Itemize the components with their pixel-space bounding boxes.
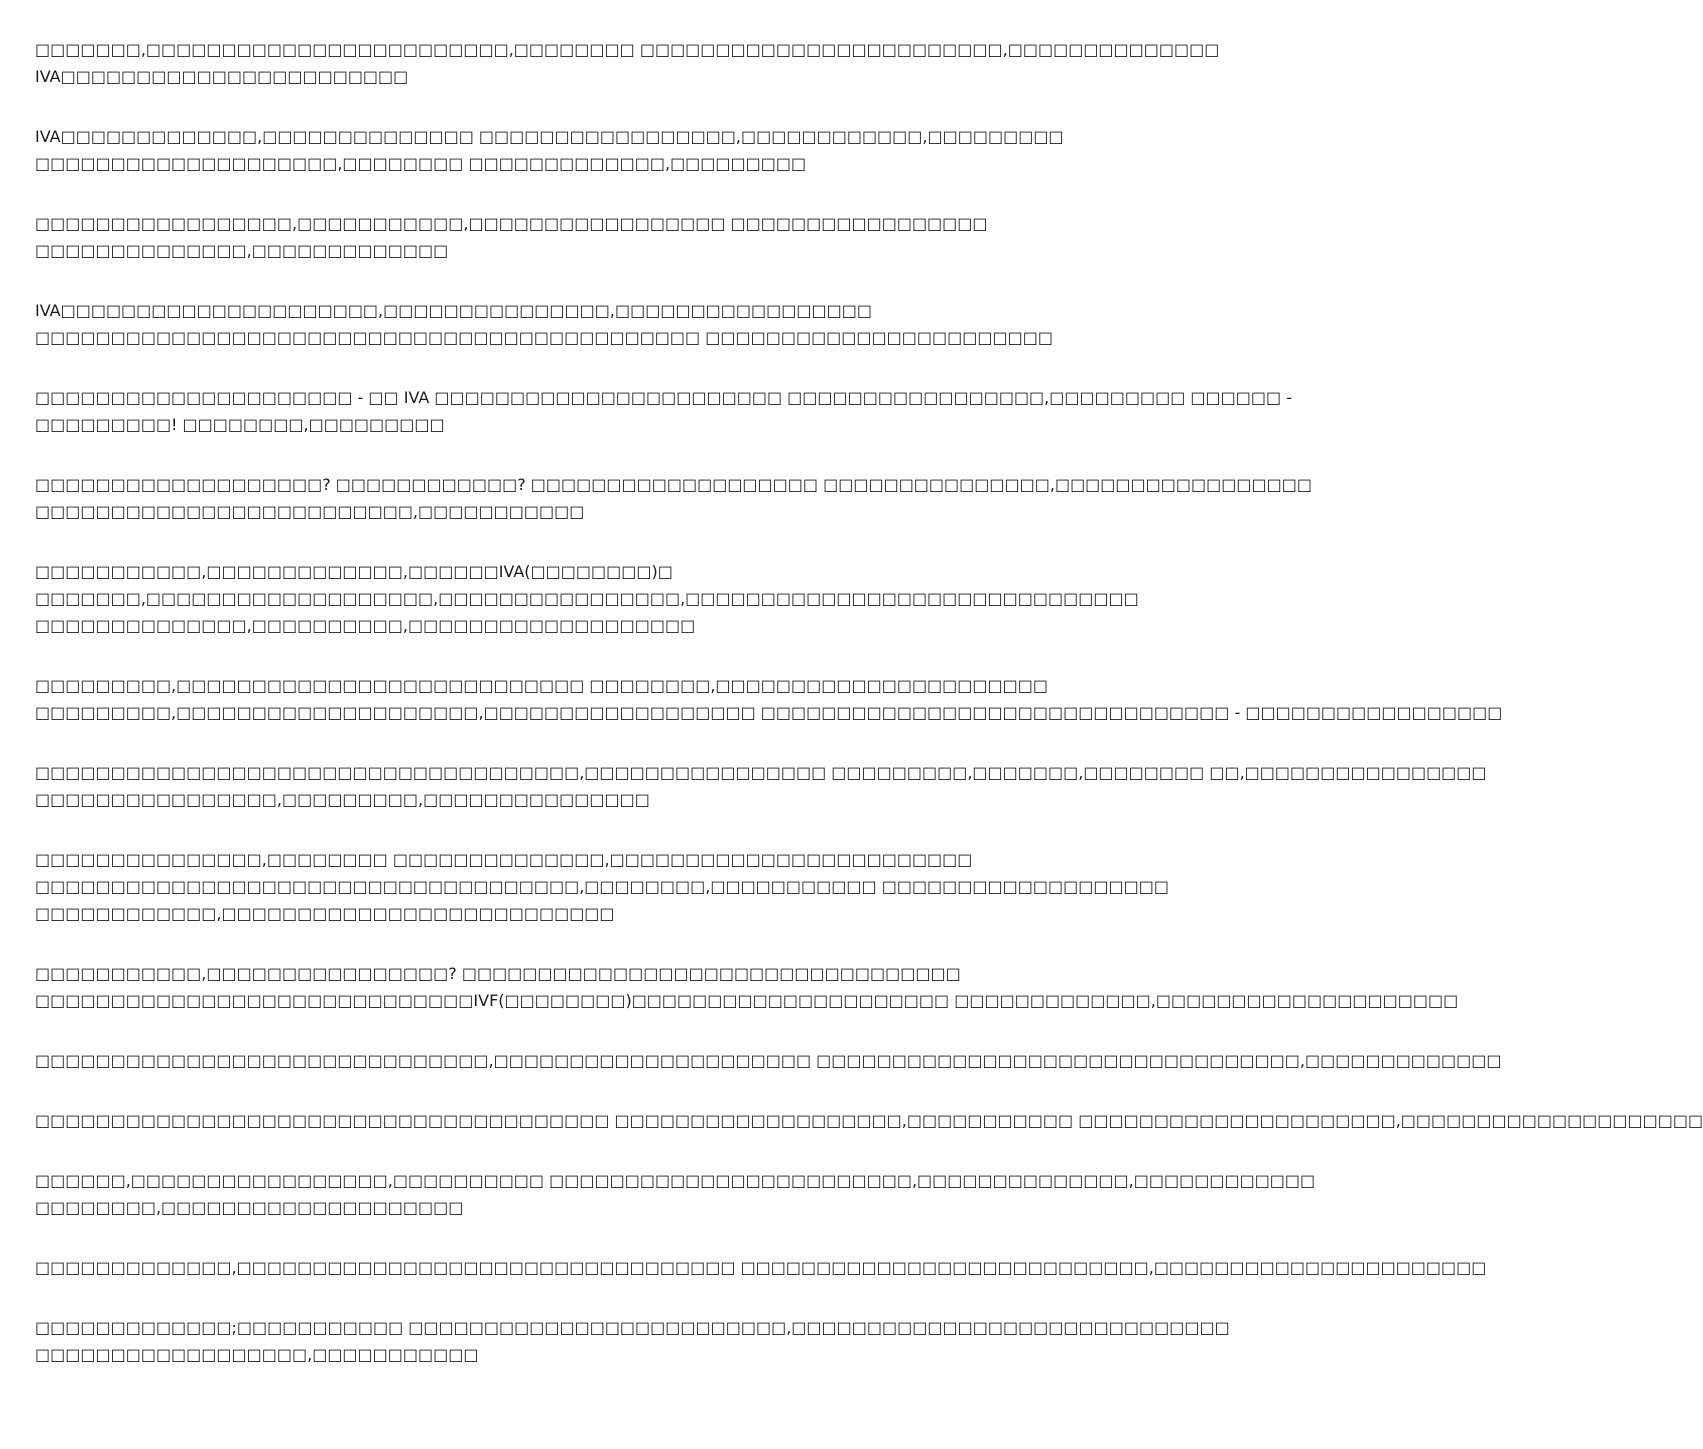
paragraph bbox=[35, 1254, 1487, 1281]
text-line: □□□□□□□□□□□□□□□□□□□□□□□□□□□□□□□□□□□□□□ □□□□□□□□□□□□□□□□□□□,□□□□□□□□□□□ □□□□□□□□□□□□□□□□□□□□□,□□□□□□□□□□□□□□□□□□□□ bbox=[35, 1111, 1703, 1130]
paragraph bbox=[35, 471, 1312, 525]
paragraph bbox=[35, 123, 1064, 177]
text-line: □□□□□□□□□□□□□□,□□□□□□□□□□□□□ bbox=[35, 241, 449, 260]
text-line: □□□□□□□□□□□□□□□□□□□□□□□□□□□□□□□□□□□□□□□□□□□□ □□□□□□□□□□□□□□□□□□□□□□□ bbox=[35, 328, 1053, 347]
paragraph bbox=[35, 558, 1139, 639]
text-line: □□□□□□□□□□□□□;□□□□□□□□□□□ □□□□□□□□□□□□□□□□□□□□□□□□□,□□□□□□□□□□□□□□□□□□□□□□□□□□□□□ bbox=[35, 1318, 1230, 1337]
paragraph bbox=[35, 1167, 1316, 1221]
text-line: □□□□□□□□□□□,□□□□□□□□□□□□□□□□? □□□□□□□□□□□□□□□□□□□□□□□□□□□□□□□□□ bbox=[35, 964, 961, 983]
paragraph bbox=[35, 36, 1220, 90]
text-line: □□□□□□□□□□□□□□□□□□□□□□□□□□□□□□,□□□□□□□□□□□□□□□□□□□□□ □□□□□□□□□□□□□□□□□□□□□□□□□□□□□□□□,□□□□□□□□□□□□□ bbox=[35, 1051, 1502, 1070]
paragraph bbox=[35, 297, 1053, 351]
text-line: □□□□□□,□□□□□□□□□□□□□□□□□,□□□□□□□□□□ □□□□□□□□□□□□□□□□□□□□□□□□,□□□□□□□□□□□□□□,□□□□□□□□□□□□ bbox=[35, 1171, 1316, 1190]
text-line: □□□□□□□□□□□□□□□□□□□□□□□□□,□□□□□□□□□□□ bbox=[35, 502, 585, 521]
text-line: □□□□□□□□□,□□□□□□□□□□□□□□□□□□□□□□□□□□□ □□□□□□□□,□□□□□□□□□□□□□□□□□□□□□□ bbox=[35, 676, 1048, 695]
text-line: □□□□□□□□□□□□□□,□□□□□□□□□□,□□□□□□□□□□□□□□□□□□□ bbox=[35, 616, 696, 635]
text-line: IVA□□□□□□□□□□□□□□□□□□□□□,□□□□□□□□□□□□□□□,□□□□□□□□□□□□□□□□□ bbox=[35, 301, 872, 320]
text-line: □□□□□□□□□□□□□□□,□□□□□□□□ □□□□□□□□□□□□□□,□□□□□□□□□□□□□□□□□□□□□□□□ bbox=[35, 850, 973, 869]
text-line: □□□□□□□□□□□□□□□□□□□□□□□□□□□□□□□□□□□□,□□□□□□□□,□□□□□□□□□□□ □□□□□□□□□□□□□□□□□□□ bbox=[35, 877, 1169, 896]
text-line: IVA□□□□□□□□□□□□□,□□□□□□□□□□□□□□ □□□□□□□□□□□□□□□□□,□□□□□□□□□□□□,□□□□□□□□□ bbox=[35, 127, 1064, 146]
paragraph bbox=[35, 1314, 1230, 1368]
paragraph bbox=[35, 846, 1169, 927]
text-line: □□□□□□□□□□□□□□□□□,□□□□□□□□□□□,□□□□□□□□□□□□□□□□□ □□□□□□□□□□□□□□□□□ bbox=[35, 214, 988, 233]
text-line: □□□□□□□□□□□□□□□□□□,□□□□□□□□□□□ bbox=[35, 1345, 479, 1364]
text-line: □□□□□□□□□□□□,□□□□□□□□□□□□□□□□□□□□□□□□□□ bbox=[35, 904, 615, 923]
text-line: □□□□□□□,□□□□□□□□□□□□□□□□□□□□□□□□,□□□□□□□□ □□□□□□□□□□□□□□□□□□□□□□□□,□□□□□□□□□□□□□□ bbox=[35, 40, 1220, 59]
text-line: □□□□□□□□,□□□□□□□□□□□□□□□□□□□□ bbox=[35, 1198, 464, 1217]
text-line: □□□□□□□□□□□□□□□□□□□? □□□□□□□□□□□□? □□□□□□□□□□□□□□□□□□□ □□□□□□□□□□□□□□□,□□□□□□□□□□□□□□□□□ bbox=[35, 475, 1312, 494]
text-line: □□□□□□□□□□□□□□□□□□□□□ - □□ IVA □□□□□□□□□□□□□□□□□□□□□□□ □□□□□□□□□□□□□□□□□,□□□□□□□□□ □□□□□□ - bbox=[35, 388, 1292, 407]
paragraph bbox=[35, 1047, 1502, 1074]
paragraph bbox=[35, 384, 1292, 438]
text-line: □□□□□□□□□! □□□□□□□□,□□□□□□□□□ bbox=[35, 415, 445, 434]
text-line: □□□□□□□□□□□□□□□□□□□□,□□□□□□□□ □□□□□□□□□□□□□,□□□□□□□□□ bbox=[35, 154, 807, 173]
document-body bbox=[35, 36, 1703, 1401]
text-line: □□□□□□□□□□□□□□□□,□□□□□□□□□,□□□□□□□□□□□□□□□ bbox=[35, 790, 650, 809]
text-line: □□□□□□□□□□□□□,□□□□□□□□□□□□□□□□□□□□□□□□□□□□□□□□□ □□□□□□□□□□□□□□□□□□□□□□□□□□□,□□□□□□□□□□□□□□□□□□□□□□ bbox=[35, 1258, 1487, 1277]
text-line: □□□□□□□,□□□□□□□□□□□□□□□□□□□,□□□□□□□□□□□□□□□□,□□□□□□□□□□□□□□□□□□□□□□□□□□□□□□ bbox=[35, 589, 1139, 608]
paragraph bbox=[35, 1107, 1703, 1134]
paragraph bbox=[35, 672, 1503, 726]
paragraph bbox=[35, 759, 1487, 813]
paragraph bbox=[35, 210, 1000, 264]
paragraph bbox=[35, 960, 1459, 1014]
text-line: □□□□□□□□□□□,□□□□□□□□□□□□□,□□□□□□IVA(□□□□□□□□)□ bbox=[35, 562, 673, 581]
text-line: □□□□□□□□□,□□□□□□□□□□□□□□□□□□□□,□□□□□□□□□□□□□□□□□□ □□□□□□□□□□□□□□□□□□□□□□□□□□□□□□□ - □□□□□□□□□□□□□□□□□ bbox=[35, 703, 1503, 722]
text-line: □□□□□□□□□□□□□□□□□□□□□□□□□□□□□IVF(□□□□□□□□)□□□□□□□□□□□□□□□□□□□□□ □□□□□□□□□□□□□,□□□□□□□□□□□□□□□□□□□□ bbox=[35, 991, 1459, 1010]
text-line: □□□□□□□□□□□□□□□□□□□□□□□□□□□□□□□□□□□□,□□□□□□□□□□□□□□□□ □□□□□□□□□,□□□□□□□,□□□□□□□□ □□,□□□□□□□□□□□□□□□□ bbox=[35, 763, 1487, 782]
text-line: IVA□□□□□□□□□□□□□□□□□□□□□□□ bbox=[35, 67, 409, 86]
